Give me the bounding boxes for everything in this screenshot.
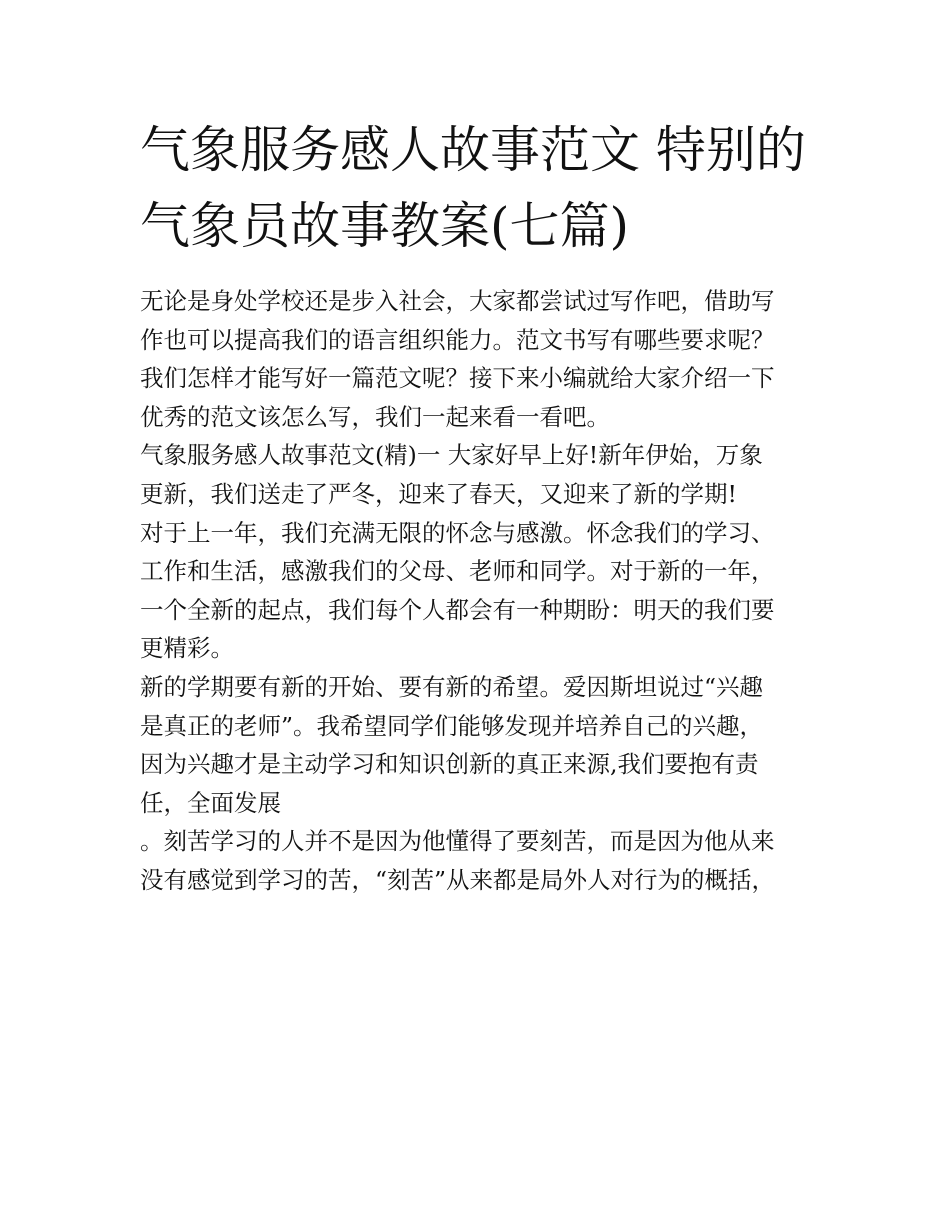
paragraph-interest: [140, 668, 830, 822]
text-line: 一个全新的起点，我们每个人都会有一种期盼：明天的我们要: [140, 595, 775, 624]
text-line: 对于上一年，我们充满无限的怀念与感激。怀念我们的学习、: [140, 518, 775, 547]
text-line: 气象服务感人故事范文(精)一 大家好早上好!新年伊始，万象: [140, 441, 763, 470]
paragraph-intro: [140, 282, 830, 436]
text-line: 没有感觉到学习的苦，“刻苦”从来都是局外人对行为的概括，: [140, 865, 776, 894]
paragraph-greeting: [140, 436, 830, 513]
text-line: 是真正的老师”。我希望同学们能够发现并培养自己的兴趣，: [140, 711, 764, 740]
text-line: 无论是身处学校还是步入社会，大家都尝试过写作吧，借助写: [140, 287, 775, 315]
title-line: 气象服务感人故事范文 特别的: [140, 121, 806, 179]
paragraph-diligence: [140, 822, 830, 899]
text-line: 我们怎样才能写好一篇范文呢？接下来小编就给大家介绍一下: [140, 364, 775, 393]
text-line: 工作和生活，感激我们的父母、老师和同学。对于新的一年，: [140, 557, 775, 586]
document-body: [140, 282, 830, 900]
text-line: 任，全面发展: [140, 788, 281, 817]
paragraph-gratitude: [140, 514, 830, 668]
document-title: [140, 112, 820, 264]
title-line: 气象员故事教案(七篇): [140, 197, 630, 255]
text-line: 更新，我们送走了严冬，迎来了春天，又迎来了新的学期!: [140, 479, 737, 508]
text-line: 新的学期要有新的开始、要有新的希望。爱因斯坦说过“兴趣: [140, 672, 764, 701]
text-line: 因为兴趣才是主动学习和知识创新的真正来源,我们要抱有责: [140, 750, 759, 779]
text-line: 作也可以提高我们的语言组织能力。范文书写有哪些要求呢？: [140, 325, 775, 354]
text-line: 优秀的范文该怎么写，我们一起来看一看吧。: [140, 402, 610, 431]
text-line: 。刻苦学习的人并不是因为他懂得了要刻苦，而是因为他从来: [140, 827, 775, 856]
text-line: 更精彩。: [140, 634, 234, 663]
